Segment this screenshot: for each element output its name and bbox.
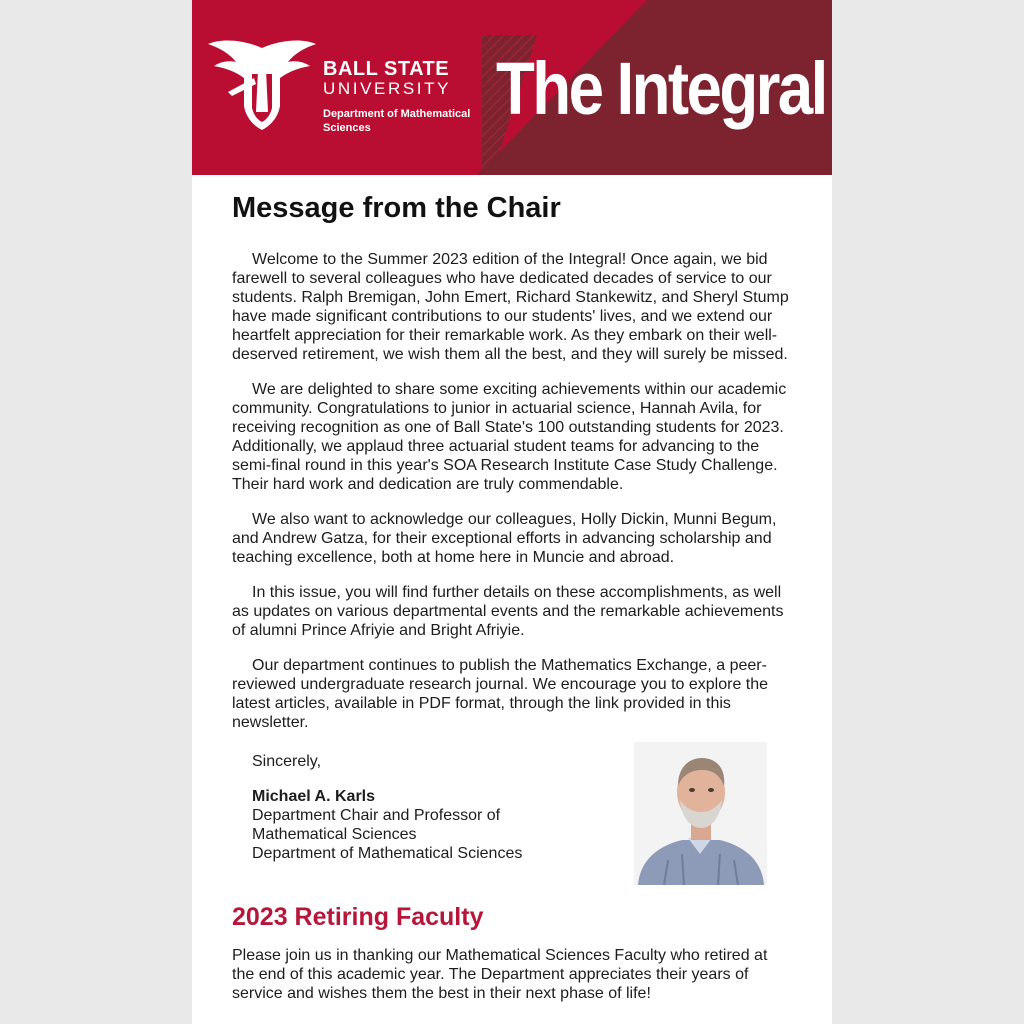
beneficence-crest-icon bbox=[206, 36, 318, 132]
message-paragraph: We are delighted to share some exciting achievements within our academic community. Congratulations to junior in actuarial science, Hannah Avila, for receiving recognition as one of Ball State's 100 outstanding students for 2023. Additionally, we applaud three actuarial student teams for advancing to the semi-final round in this year's SOA Research Institute Case Study Challenge. Their hard work and dedication are truly commendable. bbox=[232, 381, 787, 493]
masthead-banner bbox=[192, 0, 832, 175]
signer-department: Department of Mathematical Sciences bbox=[252, 845, 523, 862]
retiring-faculty-heading: 2023 Retiring Faculty bbox=[232, 903, 484, 931]
retiring-faculty-intro: Please join us in thanking our Mathematical Sciences Faculty who retired at the end of this academic year. The Department appreciates their years of service and wishes them the best in their next phase of life! bbox=[232, 947, 768, 1002]
message-paragraph: We also want to acknowledge our colleagues, Holly Dickin, Munni Begum, and Andrew Gatza, for their exceptional efforts in advancing scholarship and teaching excellence, both at home here in Muncie and abroad. bbox=[232, 511, 777, 566]
newsletter-title: The Integral bbox=[496, 47, 826, 130]
message-paragraph: Welcome to the Summer 2023 edition of the Integral! Once again, we bid farewell to several colleagues who have dedicated decades of service to our students. Ralph Bremigan, John Emert, Richard Stankewitz, and Sheryl Stump have made significant contributions to our students' lives, and we extend our heartfelt appreciation for their remarkable work. As they embark on their well-deserved retirement, we wish them all the best, and they will surely be missed. bbox=[232, 251, 789, 363]
message-paragraph: In this issue, you will find further details on these accomplishments, as well as updates on various departmental events and the remarkable achievements of alumni Prince Afriyie and Bright Afriyie. bbox=[232, 584, 784, 639]
university-name: BALL STATE bbox=[323, 58, 450, 80]
message-paragraph: Our department continues to publish the Mathematics Exchange, a peer-reviewed undergraduate research journal. We encourage you to explore the latest articles, available in PDF format, through the link provided in this newsletter. bbox=[232, 657, 769, 731]
signer-name: Michael A. Karls bbox=[252, 788, 376, 805]
signature-block bbox=[252, 752, 592, 863]
university-subtitle: UNIVERSITY bbox=[323, 79, 452, 98]
chair-message-heading: Message from the Chair bbox=[232, 192, 561, 224]
newsletter-page bbox=[192, 0, 832, 1024]
signer-title-cont: Mathematical Sciences bbox=[252, 826, 417, 843]
department-name: Department of Mathematical Sciences bbox=[323, 108, 471, 134]
chair-message-body bbox=[232, 250, 792, 748]
chair-portrait-photo bbox=[634, 742, 767, 885]
closing: Sincerely, bbox=[252, 753, 322, 770]
signer-title: Department Chair and Professor of bbox=[252, 807, 501, 824]
